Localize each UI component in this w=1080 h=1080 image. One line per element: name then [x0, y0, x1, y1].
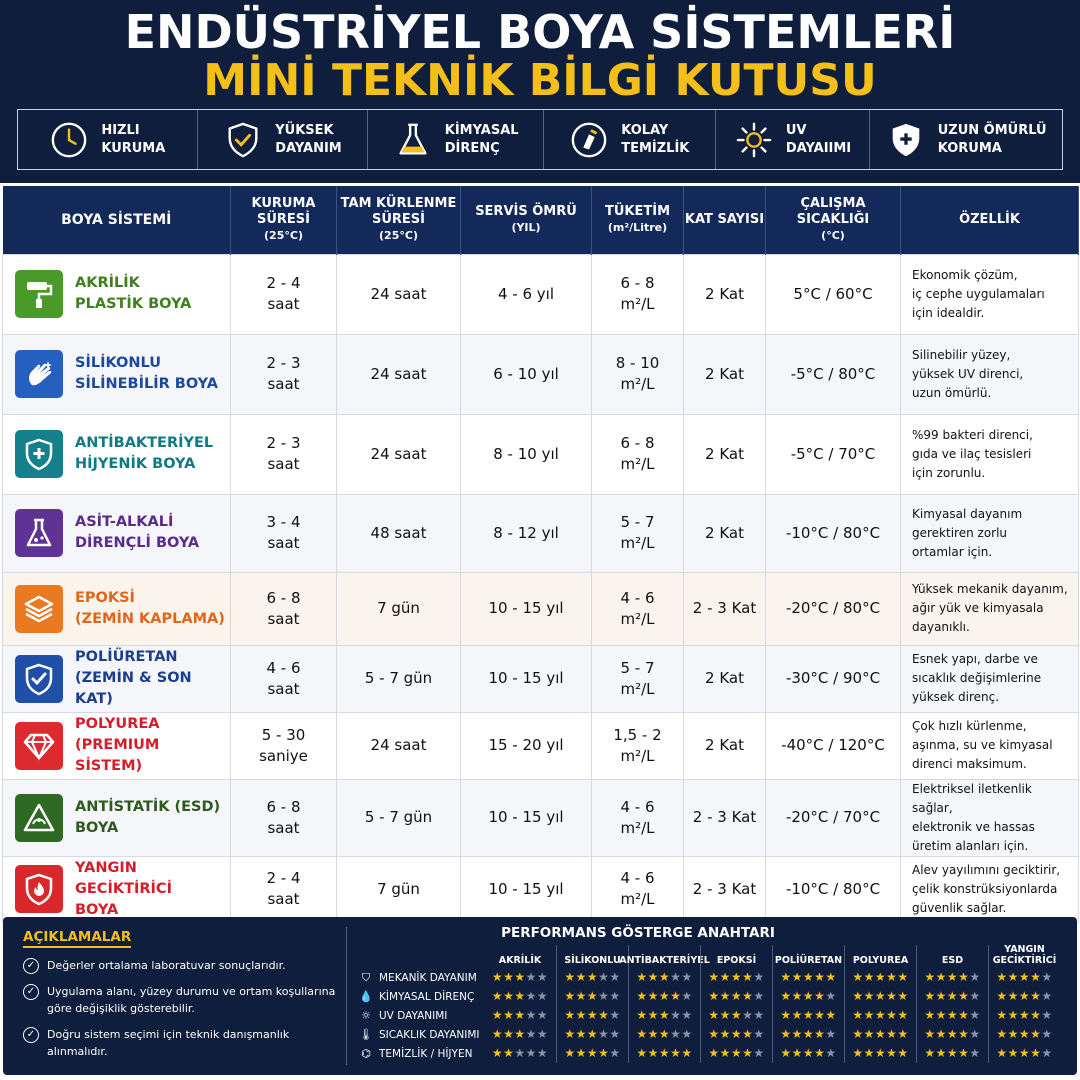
- star-rating: ★★★★★: [564, 1008, 621, 1022]
- feature-item: [543, 110, 715, 169]
- drying-time: 5 - 30 saniye: [231, 712, 337, 779]
- star-rating: ★★★★★: [708, 970, 765, 984]
- rating-column: [484, 945, 556, 1063]
- shield-plus-icon: [15, 430, 63, 478]
- rating-system-name: POLİÜRETAN: [774, 955, 843, 966]
- consumption: 5 - 7 m²/L: [592, 645, 684, 712]
- system-name: YANGIN GECİKTİRİCİ BOYA: [75, 859, 172, 918]
- consumption: 4 - 6 m²/L: [592, 856, 684, 922]
- drying-time: 2 - 4 saat: [231, 856, 337, 922]
- system-name: AKRİLİK PLASTİK BOYA: [75, 275, 192, 312]
- star-rating: ★★★★★: [780, 1008, 837, 1022]
- rating-column: [556, 945, 628, 1063]
- rating-system-name: ANTİBAKTERİYEL: [619, 955, 710, 966]
- star-rating: ★★★★★: [491, 989, 549, 1003]
- layers-icon: [15, 585, 63, 633]
- temperature-range: -5°C / 70°C: [766, 414, 901, 494]
- cure-time: 24 saat: [337, 712, 461, 779]
- temperature-range: -20°C / 80°C: [766, 572, 901, 645]
- drop-icon: 💧: [359, 990, 373, 1003]
- rating-column: [988, 945, 1060, 1063]
- cure-time: 48 saat: [337, 494, 461, 572]
- performance-title: PERFORMANS GÖSTERGE ANAHTARI: [501, 925, 775, 941]
- coat-count: 2 Kat: [684, 334, 766, 414]
- system-cell: [3, 414, 231, 494]
- star-rating: ★★★★★: [708, 1008, 765, 1022]
- table-row: [3, 254, 1079, 334]
- feature-description: Alev yayılımını geciktirir, çelik konstrüksiyonlarda güvenlik sağlar.: [901, 856, 1079, 922]
- rating-system-name: AKRİLİK: [498, 955, 542, 966]
- column-header: TAM KÜRLENME SÜRESİ (25°C): [337, 186, 461, 254]
- service-life: 10 - 15 yıl: [461, 856, 592, 922]
- cure-time: 7 gün: [337, 572, 461, 645]
- system-name: POLYUREA (PREMIUM SİSTEM): [75, 716, 160, 774]
- check-circle-icon: ✓: [23, 984, 39, 1000]
- thermometer-icon: 🌡: [359, 1028, 373, 1041]
- cure-time: 7 gün: [337, 856, 461, 922]
- star-rating: ★★★★★: [852, 1046, 909, 1060]
- notes-list: [23, 957, 341, 1069]
- shield-plus-icon: [886, 120, 926, 160]
- temperature-range: 5°C / 60°C: [766, 254, 901, 334]
- table-body: [3, 254, 1079, 922]
- system-cell: [3, 779, 231, 856]
- star-rating: ★★★★★: [852, 970, 909, 984]
- shield-icon: ⛉: [361, 970, 371, 984]
- fire-shield-icon: [15, 865, 63, 913]
- feature-description: Ekonomik çözüm, iç cephe uygulamaları için idealdir.: [901, 254, 1079, 334]
- drying-time: 2 - 3 saat: [231, 334, 337, 414]
- temperature-range: -30°C / 90°C: [766, 645, 901, 712]
- service-life: 15 - 20 yıl: [461, 712, 592, 779]
- sun-icon: ☼: [361, 1009, 371, 1022]
- star-rating: ★★★★★: [852, 989, 909, 1003]
- star-rating: ★★★★★: [996, 970, 1053, 984]
- system-cell: [3, 254, 231, 334]
- service-life: 4 - 6 yıl: [461, 254, 592, 334]
- system-name: EPOKSİ (ZEMİN KAPLAMA): [75, 589, 225, 627]
- consumption: 4 - 6 m²/L: [592, 779, 684, 856]
- rating-column: [772, 945, 844, 1063]
- star-rating: ★★★★★: [491, 1046, 549, 1060]
- rating-system-name: EPOKSİ: [716, 955, 757, 966]
- cure-time: 24 saat: [337, 254, 461, 334]
- clock-icon: [49, 120, 89, 160]
- table-row: [3, 645, 1079, 712]
- sun-icon: [734, 120, 774, 160]
- column-header: KURUMA SÜRESİ (25°C): [231, 186, 337, 254]
- flask-icon: [15, 509, 63, 557]
- consumption: 1,5 - 2 m²/L: [592, 712, 684, 779]
- drying-time: 2 - 3 saat: [231, 414, 337, 494]
- consumption: 8 - 10 m²/L: [592, 334, 684, 414]
- system-name: POLİÜRETAN (ZEMİN & SON KAT): [75, 649, 192, 707]
- star-rating: ★★★★★: [924, 970, 981, 984]
- star-rating: ★★★★★: [924, 1046, 981, 1060]
- legend-divider: [346, 927, 347, 1065]
- temperature-range: -20°C / 70°C: [766, 779, 901, 856]
- table-row: [3, 779, 1079, 856]
- service-life: 10 - 15 yıl: [461, 572, 592, 645]
- criterion: ☼ UV DAYANIMI: [359, 1006, 480, 1025]
- star-rating: ★★★★★: [780, 989, 837, 1003]
- star-rating: ★★★★★: [996, 1046, 1053, 1060]
- coat-count: 2 Kat: [684, 414, 766, 494]
- cure-time: 24 saat: [337, 334, 461, 414]
- rating-column: [700, 945, 772, 1063]
- star-rating: ★★★★★: [564, 1046, 621, 1060]
- service-life: 8 - 10 yıl: [461, 414, 592, 494]
- system-name: SİLİKONLU SİLİNEBİLİR BOYA: [75, 355, 219, 392]
- coat-count: 2 Kat: [684, 645, 766, 712]
- consumption: 6 - 8 m²/L: [592, 254, 684, 334]
- coat-count: 2 - 3 Kat: [684, 572, 766, 645]
- table-row: [3, 856, 1079, 922]
- drying-time: 2 - 4 saat: [231, 254, 337, 334]
- note-item: ✓ Doğru sistem seçimi için teknik danışmanlık alınmalıdır.: [23, 1026, 341, 1060]
- feature-description: Yüksek mekanik dayanım, ağır yük ve kimyasala dayanıklı.: [901, 572, 1079, 645]
- paint-systems-table: [2, 186, 1079, 923]
- check-circle-icon: ✓: [23, 1027, 39, 1043]
- table-row: [3, 712, 1079, 779]
- feature-label: KİMYASAL DİRENÇ: [444, 122, 519, 156]
- star-rating: ★★★★★: [996, 1008, 1053, 1022]
- criterion: 🌡 SICAKLIK DAYANIMI: [359, 1028, 480, 1041]
- system-name: ANTİSTATİK (ESD) BOYA: [75, 798, 221, 836]
- system-cell: [3, 712, 231, 779]
- star-rating: ★★★★★: [852, 1027, 909, 1041]
- star-rating: ★★★★★: [996, 989, 1053, 1003]
- feature-description: %99 bakteri direnci, gıda ve ilaç tesisleri için zorunlu.: [901, 414, 1079, 494]
- column-header: KAT SAYISI: [684, 186, 766, 254]
- rating-column: [916, 945, 988, 1063]
- table-row: [3, 414, 1079, 494]
- star-rating: ★★★★★: [564, 989, 621, 1003]
- cure-time: 5 - 7 gün: [337, 779, 461, 856]
- cleaning-icon: [569, 120, 609, 160]
- note-item: ✓ Değerler ortalama laboratuvar sonuçlarıdır.: [23, 957, 341, 974]
- star-rating: ★★★★★: [636, 1027, 693, 1041]
- page-subtitle: MİNİ TEKNİK BİLGİ KUTUSU: [203, 55, 877, 106]
- feature-bar: [17, 109, 1063, 170]
- shield-check-icon: [15, 655, 63, 703]
- column-header: SERVİS ÖMRÜ (YIL): [461, 186, 592, 254]
- feature-description: Elektriksel iletkenlik sağlar, elektronik ve hassas üretim alanları için.: [901, 779, 1079, 856]
- star-rating: ★★★★★: [780, 1046, 837, 1060]
- check-circle-icon: ✓: [23, 958, 39, 974]
- cure-time: 5 - 7 gün: [337, 645, 461, 712]
- star-rating: ★★★★★: [491, 970, 549, 984]
- cure-time: 24 saat: [337, 414, 461, 494]
- feature-label: YÜKSEK DAYANIM: [275, 122, 342, 156]
- system-cell: [3, 494, 231, 572]
- rating-system-name: ESD: [941, 955, 964, 966]
- rating-system-name: POLYUREA: [852, 955, 909, 966]
- system-cell: [3, 572, 231, 645]
- star-rating: ★★★★★: [852, 1008, 909, 1022]
- feature-description: Kimyasal dayanım gerektiren zorlu ortamlar için.: [901, 494, 1079, 572]
- legend-panel: [3, 917, 1077, 1075]
- coat-count: 2 - 3 Kat: [684, 856, 766, 922]
- feature-description: Çok hızlı kürlenme, aşınma, su ve kimyasal direnci maksimum.: [901, 712, 1079, 779]
- system-cell: [3, 856, 231, 922]
- rating-column: [619, 945, 710, 1063]
- temperature-range: -5°C / 80°C: [766, 334, 901, 414]
- criterion: ⛉ MEKANİK DAYANIM: [359, 968, 480, 987]
- star-rating: ★★★★★: [564, 970, 621, 984]
- feature-label: KOLAY TEMİZLİK: [621, 122, 690, 156]
- feature-label: HIZLI KURUMA: [101, 122, 166, 156]
- temperature-range: -10°C / 80°C: [766, 494, 901, 572]
- esd-icon: [15, 794, 63, 842]
- star-rating: ★★★★★: [636, 1046, 693, 1060]
- service-life: 10 - 15 yıl: [461, 779, 592, 856]
- drying-time: 6 - 8 saat: [231, 572, 337, 645]
- rating-column: [844, 945, 916, 1063]
- table-row: [3, 572, 1079, 645]
- rating-system-name: SİLİKONLU: [564, 955, 621, 966]
- star-rating: ★★★★★: [636, 970, 693, 984]
- system-name: ANTİBAKTERİYEL HİJYENİK BOYA: [75, 435, 214, 472]
- performance-criteria: [359, 968, 480, 1063]
- star-rating: ★★★★★: [491, 1027, 549, 1041]
- coat-count: 2 - 3 Kat: [684, 779, 766, 856]
- star-rating: ★★★★★: [708, 989, 765, 1003]
- service-life: 10 - 15 yıl: [461, 645, 592, 712]
- column-header: BOYA SİSTEMİ: [3, 186, 231, 254]
- star-rating: ★★★★★: [636, 1008, 693, 1022]
- star-rating: ★★★★★: [636, 989, 693, 1003]
- diamond-icon: [15, 722, 63, 770]
- wipe-hand-icon: [15, 350, 63, 398]
- star-rating: ★★★★★: [924, 1027, 981, 1041]
- rating-system-name: YANGIN GECİKTİRİCİ: [992, 944, 1057, 966]
- header: [0, 0, 1080, 183]
- star-rating: ★★★★★: [708, 1027, 765, 1041]
- drying-time: 4 - 6 saat: [231, 645, 337, 712]
- feature-description: Esnek yapı, darbe ve sıcaklık değişimlerine yüksek direnç.: [901, 645, 1079, 712]
- system-cell: [3, 334, 231, 414]
- coat-count: 2 Kat: [684, 254, 766, 334]
- table-row: [3, 334, 1079, 414]
- star-rating: ★★★★★: [708, 1046, 765, 1060]
- notes-title: AÇIKLAMALAR: [23, 929, 131, 948]
- star-rating: ★★★★★: [780, 970, 837, 984]
- feature-item: [367, 110, 543, 169]
- star-rating: ★★★★★: [924, 1008, 981, 1022]
- feature-item: [869, 110, 1062, 169]
- criterion: 💧 KİMYASAL DİRENÇ: [359, 990, 475, 1003]
- drying-time: 3 - 4 saat: [231, 494, 337, 572]
- coat-count: 2 Kat: [684, 494, 766, 572]
- feature-description: Silinebilir yüzey, yüksek UV direnci, uzun ömürlü.: [901, 334, 1079, 414]
- feature-item: [715, 110, 870, 169]
- flask-icon: [393, 120, 433, 160]
- temperature-range: -40°C / 120°C: [766, 712, 901, 779]
- column-header: TÜKETİM (m²/Litre): [592, 186, 684, 254]
- temperature-range: -10°C / 80°C: [766, 856, 901, 922]
- consumption: 5 - 7 m²/L: [592, 494, 684, 572]
- system-cell: [3, 645, 231, 712]
- column-header: ÖZELLİK: [901, 186, 1079, 254]
- performance-ratings: [484, 945, 1060, 1063]
- paint-roller-icon: [15, 270, 63, 318]
- star-rating: ★★★★★: [564, 1027, 621, 1041]
- drying-time: 6 - 8 saat: [231, 779, 337, 856]
- table-row: [3, 494, 1079, 572]
- cleaning-icon: ⌬: [361, 1047, 371, 1060]
- consumption: 6 - 8 m²/L: [592, 414, 684, 494]
- service-life: 6 - 10 yıl: [461, 334, 592, 414]
- system-name: ASİT-ALKALİ DİRENÇLİ BOYA: [75, 514, 200, 551]
- table-header-row: [3, 186, 1079, 254]
- criterion: ⌬ TEMİZLİK / HİJYEN: [359, 1044, 480, 1063]
- coat-count: 2 Kat: [684, 712, 766, 779]
- column-header: ÇALIŞMA SICAKLIĞI (°C): [766, 186, 901, 254]
- service-life: 8 - 12 yıl: [461, 494, 592, 572]
- consumption: 4 - 6 m²/L: [592, 572, 684, 645]
- feature-label: UZUN ÖMÜRLÜ KORUMA: [937, 122, 1047, 156]
- star-rating: ★★★★★: [924, 989, 981, 1003]
- feature-item: [18, 110, 197, 169]
- star-rating: ★★★★★: [996, 1027, 1053, 1041]
- shield-check-icon: [223, 120, 263, 160]
- page-title: ENDÜSTRİYEL BOYA SİSTEMLERİ: [124, 5, 956, 59]
- star-rating: ★★★★★: [491, 1008, 549, 1022]
- feature-label: UV DAYAIIMI: [785, 122, 852, 156]
- feature-item: [197, 110, 368, 169]
- star-rating: ★★★★★: [780, 1027, 837, 1041]
- note-item: ✓ Uygulama alanı, yüzey durumu ve ortam koşullarına göre değişiklik gösterebilir.: [23, 983, 341, 1017]
